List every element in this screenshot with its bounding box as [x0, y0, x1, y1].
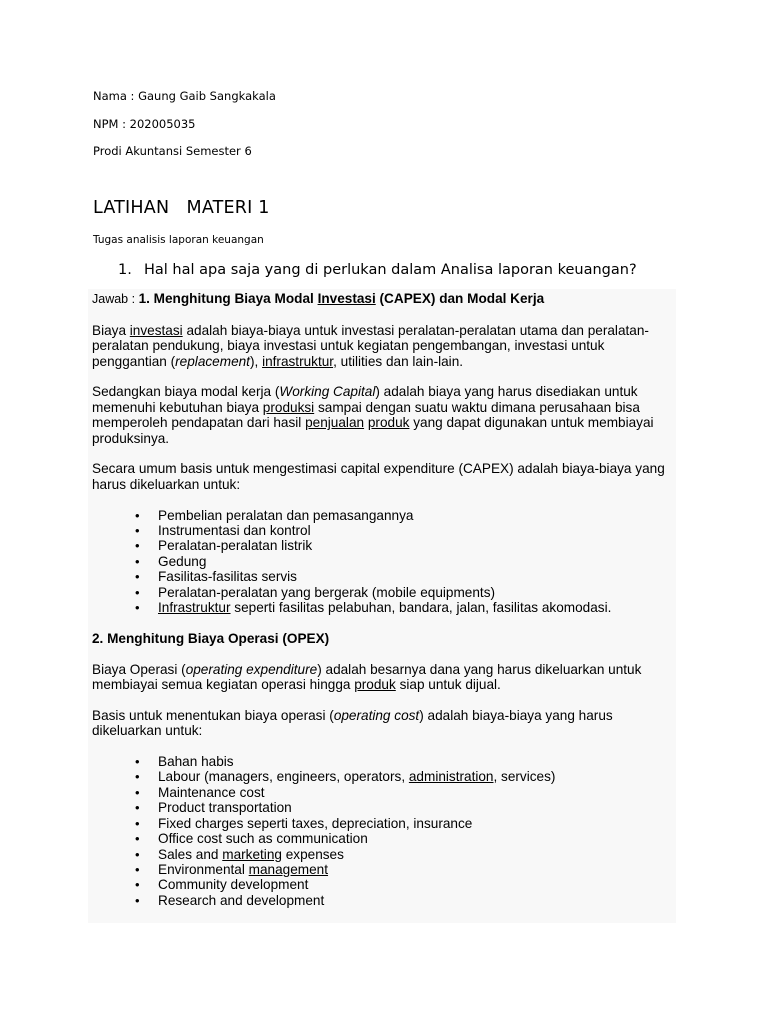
question-text: Hal hal apa saja yang di perlukan dalam Analisa laporan keuangan?	[144, 262, 637, 278]
list-item: • Office cost such as communication	[158, 831, 672, 846]
list-item: • Fasilitas-fasilitas servis	[158, 569, 672, 584]
list-item: • Bahan habis	[158, 754, 672, 769]
penjualan-link[interactable]: penjualan	[305, 415, 365, 431]
list-item: • Instrumentasi dan kontrol	[158, 523, 672, 538]
list-item: • Gedung	[158, 554, 672, 569]
produk-link[interactable]: produk	[367, 415, 410, 431]
infrastruktur-link[interactable]: Infrastruktur	[158, 600, 231, 616]
capex-list	[92, 508, 672, 616]
working-capital-paragraph: Sedangkan biaya modal kerja (Working Capital) adalah biaya yang harus disediakan untuk memenuhi kebutuhan biaya produksi sampai dengan suatu waktu dimana perusahaan bisa memperoleh pendapatan dari hasil penjualan produk yang dapat digunakan untuk membiayai produksinya.	[92, 384, 654, 446]
list-item: • Sales and marketing expenses	[158, 847, 672, 862]
administration-link[interactable]: administration	[408, 769, 494, 785]
student-name: Nama : Gaung Gaib Sangkakala	[93, 89, 276, 103]
student-npm: NPM : 202005035	[93, 117, 196, 131]
assignment-subtitle: Tugas analisis laporan keuangan	[93, 234, 264, 246]
study-program: Prodi Akuntansi Semester 6	[93, 144, 252, 158]
list-item: • Product transportation	[158, 800, 672, 815]
section-1-heading: Jawab : 1. Menghitung Biaya Modal Investasi (CAPEX) dan Modal Kerja	[92, 291, 545, 306]
capex-paragraph: Biaya investasi adalah biaya-biaya untuk investasi peralatan-peralatan utama dan peralatan-peralatan pendukung, biaya investasi untuk kegiatan pengembangan, investasi untuk penggantian (replacement), infrastruktur, utilities dan lain-lain.	[92, 322, 649, 369]
question-number: 1.	[118, 262, 132, 278]
list-item: • Peralatan-peralatan yang bergerak (mobile equipments)	[158, 585, 672, 600]
answer-prefix: Jawab :	[92, 292, 139, 306]
list-item: • Environmental management	[158, 862, 672, 877]
produk-link[interactable]: produk	[354, 677, 396, 693]
produksi-link[interactable]: produksi	[262, 399, 315, 415]
infrastruktur-link[interactable]: infrastruktur	[262, 353, 334, 369]
opex-list	[92, 754, 672, 908]
list-item: • Infrastruktur seperti fasilitas pelabuhan, bandara, jalan, fasilitas akomodasi.	[158, 600, 672, 615]
marketing-link[interactable]: marketing	[222, 846, 282, 862]
list-item: • Fixed charges seperti taxes, depreciation, insurance	[158, 816, 672, 831]
investasi-link[interactable]: Investasi	[317, 291, 376, 306]
question-1	[118, 261, 637, 279]
list-item: • Maintenance cost	[158, 785, 672, 800]
section-2-heading: 2. Menghitung Biaya Operasi (OPEX)	[92, 630, 330, 646]
list-item: • Research and development	[158, 893, 672, 908]
list-item: • Labour (managers, engineers, operators, administration, services)	[158, 769, 672, 784]
opex-paragraph: Biaya Operasi (operating expenditure) adalah besarnya dana yang harus dikeluarkan untuk membiayai semua kegiatan operasi hingga produk siap untuk dijual.	[92, 661, 642, 693]
capex-basis-paragraph: Secara umum basis untuk mengestimasi capital expenditure (CAPEX) adalah biaya-biaya yang harus dikeluarkan untuk:	[92, 461, 665, 492]
list-item: • Pembelian peralatan dan pemasangannya	[158, 508, 672, 523]
opex-basis-paragraph: Basis untuk menentukan biaya operasi (operating cost) adalah biaya-biaya yang harus dikeluarkan untuk:	[92, 707, 613, 739]
answer-block	[88, 289, 676, 923]
management-link[interactable]: management	[248, 861, 329, 877]
list-item: • Community development	[158, 877, 672, 892]
page-title: LATIHAN MATERI 1	[93, 198, 270, 218]
list-item: • Peralatan-peralatan listrik	[158, 538, 672, 553]
investasi-link[interactable]: investasi	[129, 322, 183, 338]
